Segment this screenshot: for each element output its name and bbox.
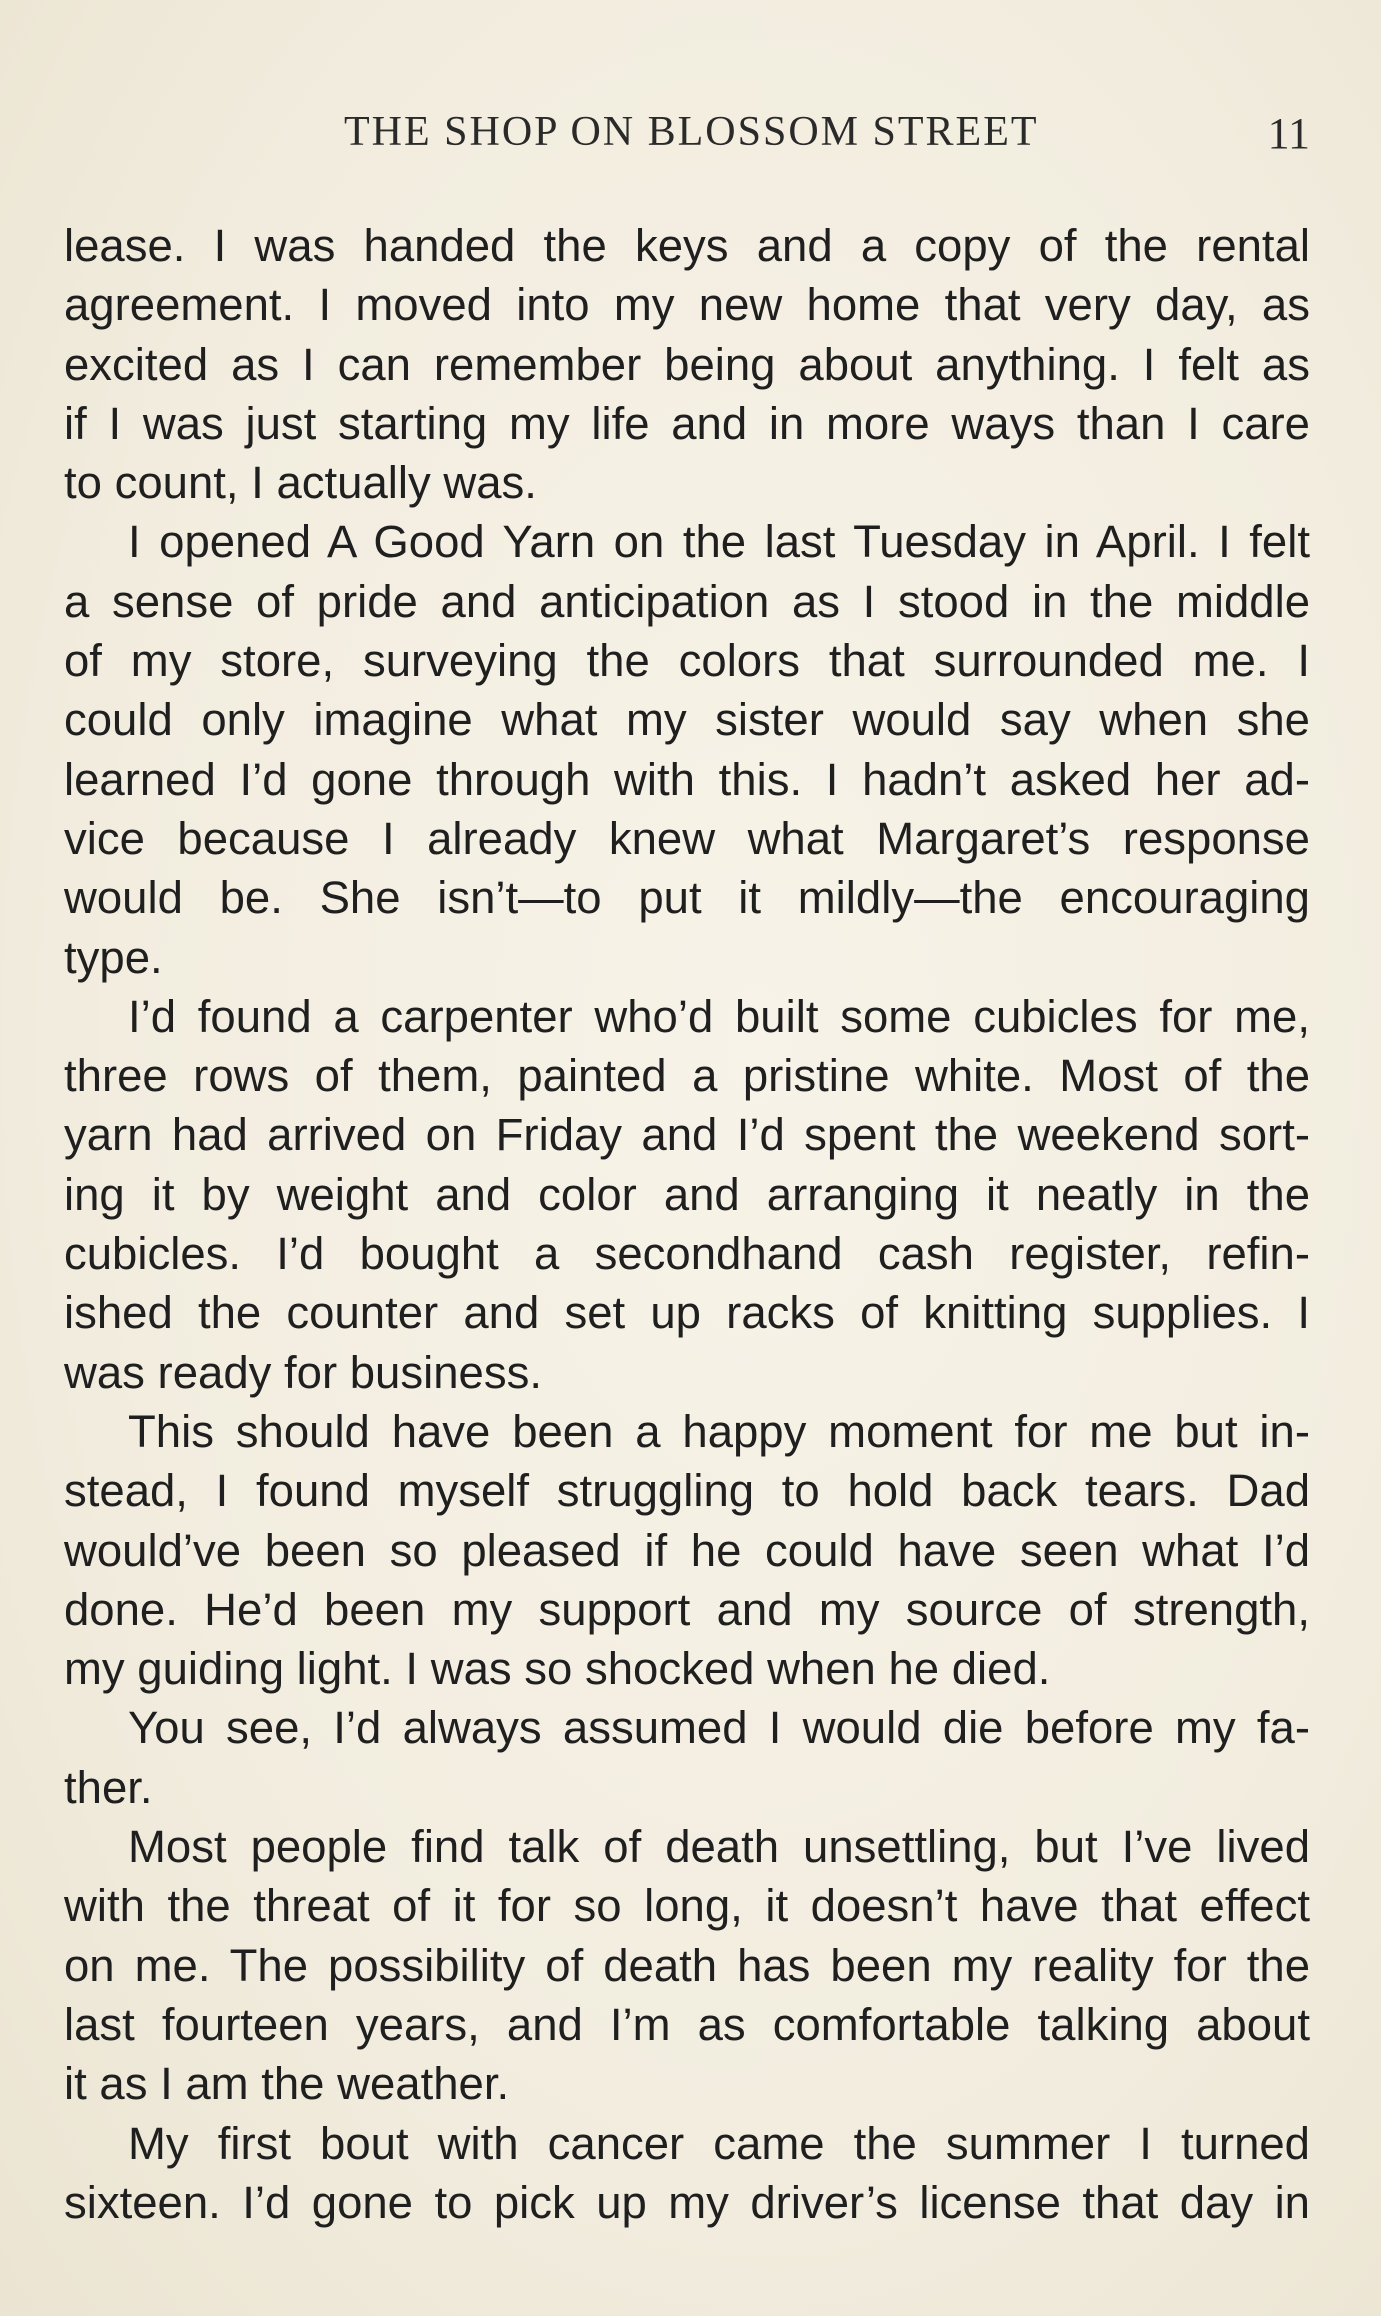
text-line: excited as I can remember being about anything. I felt as	[64, 338, 1310, 390]
text-line: ished the counter and set up racks of knitting supplies. I	[64, 1287, 1310, 1339]
text-line: yarn had arrived on Friday and I’d spent the weekend sort-	[64, 1109, 1310, 1161]
text-line: This should have been a happy moment for me but in-	[128, 1405, 1310, 1457]
text-line: to count, I actually was.	[64, 457, 537, 509]
text-line: done. He’d been my support and my source of strength,	[64, 1583, 1310, 1635]
text-line: would’ve been so pleased if he could have seen what I’d	[64, 1524, 1310, 1576]
text-line: I’d found a carpenter who’d built some cubicles for me,	[128, 990, 1310, 1042]
text-line: ther.	[64, 1761, 153, 1813]
text-line: sixteen. I’d gone to pick up my driver’s license that day in	[64, 2176, 1310, 2228]
text-line: would be. She isn’t—to put it mildly—the encouraging	[64, 872, 1310, 924]
text-line: last fourteen years, and I’m as comfortable talking about	[64, 1998, 1310, 2050]
text-line: on me. The possibility of death has been my reality for the	[64, 1939, 1310, 1991]
page-header	[64, 108, 1310, 168]
text-line: agreement. I moved into my new home that very day, as	[64, 279, 1310, 331]
text-line: if I was just starting my life and in more ways than I care	[64, 397, 1310, 449]
text-line: could only imagine what my sister would say when she	[64, 694, 1310, 746]
text-line: You see, I’d always assumed I would die before my fa-	[128, 1702, 1310, 1754]
text-line: My first bout with cancer came the summer I turned	[128, 2117, 1310, 2169]
text-line: a sense of pride and anticipation as I stood in the middle	[64, 575, 1310, 627]
text-line: type.	[64, 931, 163, 983]
text-line: ing it by weight and color and arranging it neatly in the	[64, 1168, 1310, 1220]
text-line: it as I am the weather.	[64, 2058, 510, 2110]
text-line: my guiding light. I was so shocked when he died.	[64, 1643, 1051, 1695]
text-line: of my store, surveying the colors that surrounded me. I	[64, 635, 1310, 687]
text-line: was ready for business.	[64, 1346, 542, 1398]
text-line: cubicles. I’d bought a secondhand cash register, refin-	[64, 1228, 1310, 1280]
text-line: Most people find talk of death unsettling, but I’ve lived	[128, 1821, 1310, 1873]
text-line: I opened A Good Yarn on the last Tuesday in April. I felt	[128, 516, 1310, 568]
running-title: THE SHOP ON BLOSSOM STREET	[344, 109, 1039, 155]
text-line: lease. I was handed the keys and a copy of the rental	[64, 220, 1310, 271]
page-number: 11	[1267, 109, 1310, 158]
text-line: learned I’d gone through with this. I hadn’t asked her ad-	[64, 753, 1310, 805]
body-text	[64, 216, 1310, 2232]
text-line: stead, I found myself struggling to hold back tears. Dad	[64, 1465, 1310, 1517]
text-line: vice because I already knew what Margaret’s response	[64, 812, 1310, 864]
text-line: three rows of them, painted a pristine white. Most of the	[64, 1050, 1310, 1102]
text-line: with the threat of it for so long, it doesn’t have that effect	[64, 1880, 1310, 1932]
